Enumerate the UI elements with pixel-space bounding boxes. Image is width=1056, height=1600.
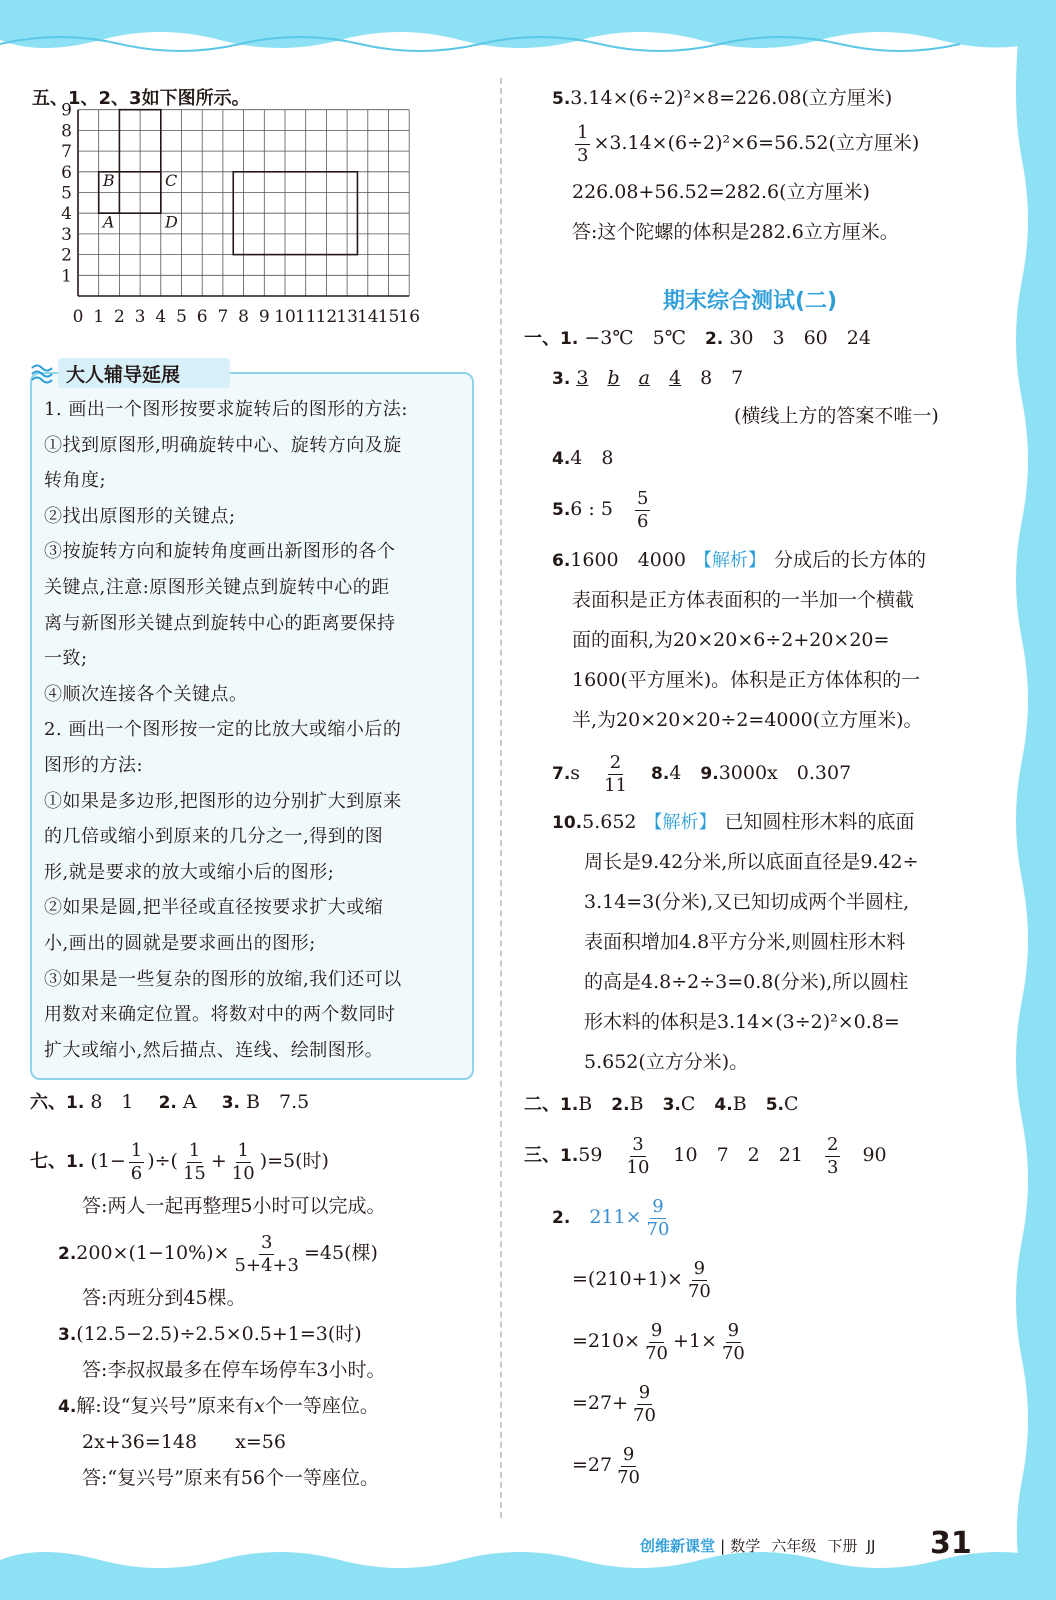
test-s1-q5: 5.6 : 5 $\frac{5}{6}$ bbox=[552, 487, 649, 532]
tutoring-note-line: 1. 画出一个图形按要求旋转后的图形的方法: bbox=[44, 399, 408, 420]
section7-q2-expression: 2.200×(1−10%)× $\frac{3}{5+4+3}$ =45(棵) bbox=[58, 1231, 378, 1276]
grid-x-label: 12 bbox=[315, 307, 338, 327]
grid-x-label: 8 bbox=[238, 307, 250, 327]
grid-x-label: 15 bbox=[377, 307, 400, 327]
test-s2-answers: 二、1.B 2.B 3.C 4.B 5.C bbox=[524, 1093, 799, 1115]
tutoring-note-title: 大人辅导延展 bbox=[66, 364, 181, 386]
grid-x-label: 9 bbox=[258, 307, 270, 327]
section7-q1-answer: 答:两人一起再整理5小时可以完成。 bbox=[82, 1195, 386, 1217]
grid-x-label: 5 bbox=[176, 307, 187, 327]
grid-x-label: 11 bbox=[294, 307, 317, 327]
tutoring-note-line: ②如果是圆,把半径或直径按要求扩大或缩 bbox=[44, 897, 384, 919]
page-frame-bottom bbox=[0, 1530, 1056, 1600]
test-s3-q2-step0: 2. 211× $\frac{9}{70}$ bbox=[552, 1195, 670, 1240]
grid-x-label: 3 bbox=[134, 307, 146, 327]
right-q5-line1: 5.3.14×(6÷2)²×8=226.08(立方厘米) bbox=[552, 87, 893, 109]
grid-x-label: 16 bbox=[398, 307, 421, 327]
grid-point-label: D bbox=[164, 212, 178, 232]
grid-x-label: 4 bbox=[155, 307, 167, 327]
grid-y-label: 6 bbox=[61, 162, 72, 183]
explanation-line: 的高是4.8÷2÷3=0.8(分米),所以圆柱 bbox=[584, 971, 909, 993]
explanation-line: 1600(平方厘米)。体积是正方体体积的一 bbox=[572, 669, 921, 691]
test-s1-q6-head: 6.1600 4000 【解析】 分成后的长方体的 bbox=[552, 549, 927, 571]
tutoring-note-line: 扩大或缩小,然后描点、连线、绘制图形。 bbox=[44, 1039, 384, 1061]
tutoring-note-line: ①找到原图形,明确旋转中心、旋转方向及旋 bbox=[44, 434, 402, 456]
tutoring-note-line: 的几倍或缩小到原来的几分之一,得到的图 bbox=[44, 826, 384, 848]
explanation-line: 面的面积,为20×20×6÷2+20×20= bbox=[572, 629, 890, 651]
section6-answers: 六、1. 8 1 2. A 3. B 7.5 bbox=[30, 1091, 310, 1113]
grid-y-label: 4 bbox=[61, 204, 72, 225]
tutoring-note-line: 离与新图形关键点到旋转中心的距离要保持 bbox=[44, 612, 396, 634]
test-s3-q2-step3: =27+ $\frac{9}{70}$ bbox=[572, 1381, 656, 1426]
brand-name: 创维新课堂 bbox=[640, 1537, 716, 1555]
wave-icon bbox=[30, 362, 54, 384]
section7-q4-answer: 答:“复兴号”原来有56个一等座位。 bbox=[82, 1467, 380, 1489]
tutoring-note-line: ④顺次连接各个关键点。 bbox=[44, 683, 248, 705]
grid-x-label: 10 bbox=[274, 307, 296, 327]
right-q5-line3: 226.08+56.52=282.6(立方厘米) bbox=[572, 181, 870, 203]
test-s1-q3: 3. 3 b a 4 8 7 bbox=[552, 367, 744, 389]
section7-q4-equations: 2x+36=148 x=56 bbox=[82, 1431, 286, 1453]
page-frame-right bbox=[986, 0, 1056, 1600]
page-frame-top bbox=[0, 0, 1056, 62]
tutoring-note-line: ①如果是多边形,把图形的边分别扩大到原来 bbox=[44, 790, 402, 812]
test-s1-q4: 4.4 8 bbox=[552, 447, 614, 469]
grid-x-label: 7 bbox=[217, 307, 229, 327]
coordinate-grid bbox=[52, 100, 442, 344]
section7-q4-intro: 4.解:设“复兴号”原来有x个一等座位。 bbox=[58, 1395, 379, 1417]
grid-point-label: B bbox=[102, 171, 115, 191]
tutoring-note-line: 关键点,注意:原图形关键点到旋转中心的距 bbox=[44, 577, 390, 598]
grid-y-label: 8 bbox=[61, 121, 72, 142]
section5-heading: 五、1、2、3如下图所示。 bbox=[32, 88, 250, 109]
section7-q1-expression: 七、1. (1− $\frac{1}{6}$ )÷( $\frac{1}{15}$ + $\frac{1}{10}$ )=5(时) bbox=[30, 1139, 329, 1184]
grid-point-label: A bbox=[102, 212, 115, 232]
grid-x-label: 13 bbox=[336, 307, 358, 327]
grid-y-label: 1 bbox=[61, 266, 72, 287]
test-s1-q10-head: 10.5.652 【解析】 已知圆柱形木料的底面 bbox=[552, 811, 915, 833]
grid-y-label: 7 bbox=[61, 142, 72, 163]
tutoring-note-line: 2. 画出一个图形按一定的比放大或缩小后的 bbox=[44, 719, 402, 741]
grid-y-label: 2 bbox=[61, 245, 72, 266]
grid-x-label: 6 bbox=[196, 307, 208, 327]
grid-x-label: 0 bbox=[72, 307, 84, 327]
tutoring-note-line: ②找出原图形的关键点; bbox=[44, 505, 236, 527]
explanation-line: 周长是9.42分米,所以底面直径是9.42÷ bbox=[584, 851, 919, 873]
explanation-line: 半,为20×20×20÷2=4000(立方厘米)。 bbox=[572, 709, 923, 731]
grid-y-label: 9 bbox=[61, 100, 72, 121]
test-s1-q3-note: (横线上方的答案不唯一) bbox=[734, 405, 939, 427]
grid-y-label: 3 bbox=[61, 224, 72, 245]
explanation-line: 形木料的体积是3.14×(3÷2)²×0.8= bbox=[584, 1011, 900, 1033]
test-s1-q7-q9: 7.s $\frac{2}{11}$ 8.4 9.3000x 0.307 bbox=[552, 751, 852, 796]
test-s3-q2-step1: =(210+1)× $\frac{9}{70}$ bbox=[572, 1257, 711, 1302]
tutoring-note-line: 转角度; bbox=[44, 470, 107, 492]
page-number: 31 bbox=[930, 1526, 972, 1561]
tutoring-note-line: 一致; bbox=[44, 648, 88, 670]
tutoring-note-line: 图形的方法: bbox=[44, 755, 144, 776]
section7-q2-answer: 答:丙班分到45棵。 bbox=[82, 1287, 246, 1309]
test-s1-q1-q2: 一、1. −3℃ 5℃ 2. 30 3 60 24 bbox=[524, 327, 871, 349]
test-s3-q1: 三、1.59 $\frac{3}{10}$ 10 7 2 21 $\frac{2}{3}$ 90 bbox=[524, 1133, 887, 1178]
test-s3-q2-step4: =27 $\frac{9}{70}$ bbox=[572, 1443, 641, 1488]
explanation-line: 表面积是正方体表面积的一半加一个横截 bbox=[572, 589, 915, 611]
explanation-line: 表面积增加4.8平方分米,则圆柱形木料 bbox=[584, 931, 906, 953]
explanation-line: 3.14=3(分米),又已知切成两个半圆柱, bbox=[584, 891, 910, 913]
tutoring-note-line: 小,画出的圆就是要求画出的图形; bbox=[44, 933, 316, 954]
right-q5-line2: $\frac{1}{3}$ ×3.14×(6÷2)²×6=56.52(立方厘米) bbox=[577, 121, 920, 166]
tutoring-note-line: 形,就是要求的放大或缩小后的图形; bbox=[44, 861, 335, 883]
grid-x-label: 14 bbox=[356, 307, 379, 327]
test-s3-q2-step2: =210× $\frac{9}{70}$ +1× $\frac{9}{70}$ bbox=[572, 1319, 745, 1364]
section7-q3-expression: 3.(12.5−2.5)÷2.5×0.5+1=3(时) bbox=[58, 1323, 362, 1345]
tutoring-note-line: 用数对来确定位置。将数对中的两个数同时 bbox=[44, 1004, 396, 1026]
footer-info: 创维新课堂 | 数学 六年级 下册 JJ bbox=[640, 1537, 876, 1555]
grid-y-label: 5 bbox=[61, 183, 72, 204]
tutoring-note-line: ③按旋转方向和旋转角度画出新图形的各个 bbox=[44, 541, 396, 563]
grid-x-label: 2 bbox=[113, 307, 125, 327]
grid-x-label: 1 bbox=[93, 307, 105, 327]
grid-point-label: C bbox=[164, 171, 178, 191]
section7-q3-answer: 答:李叔叔最多在停车场停车3小时。 bbox=[82, 1359, 386, 1381]
column-divider bbox=[500, 78, 502, 1518]
right-q5-answer: 答:这个陀螺的体积是282.6立方厘米。 bbox=[572, 221, 899, 243]
tutoring-note-line: ③如果是一些复杂的图形的放缩,我们还可以 bbox=[44, 968, 402, 990]
explanation-line: 5.652(立方分米)。 bbox=[584, 1051, 749, 1073]
test-title: 期末综合测试(二) bbox=[662, 289, 838, 314]
